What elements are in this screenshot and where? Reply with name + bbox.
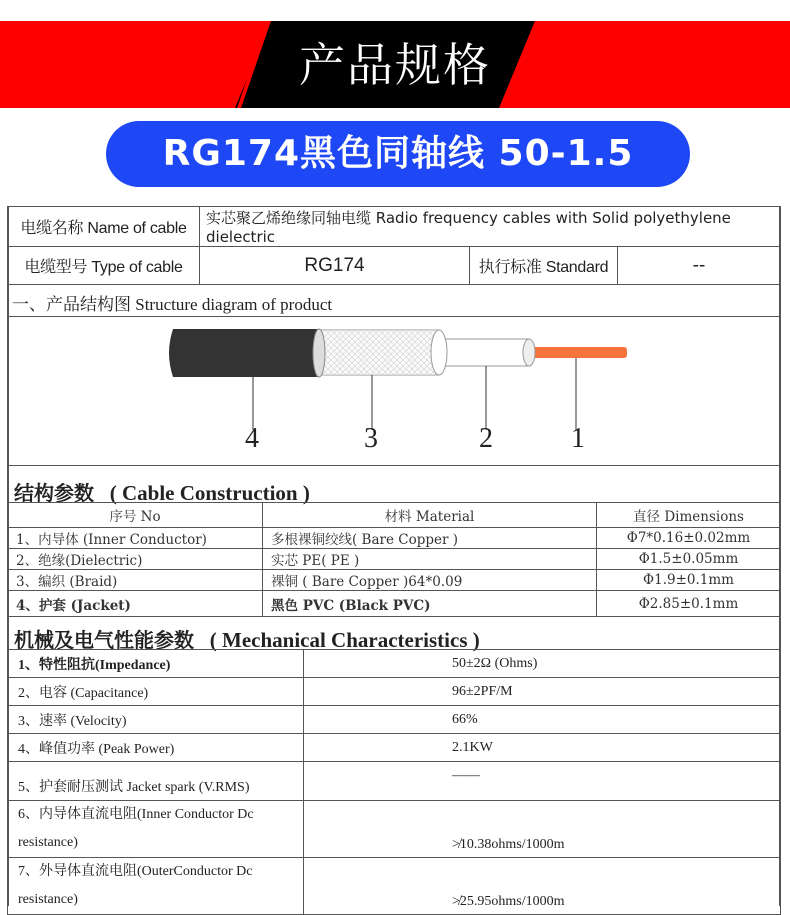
cell-key: 6、内导体直流电阻(Inner Conductor Dc resistance): [8, 801, 304, 858]
table-header-row: [8, 503, 781, 528]
table-row: [8, 734, 781, 762]
table-row: [8, 207, 781, 247]
cell-dimension: Φ2.85±0.1mm: [597, 591, 781, 617]
table-row: [8, 762, 781, 801]
table-row: [8, 801, 781, 858]
cell-key: 7、外导体直流电阻(OuterConductor Dc resistance): [8, 858, 304, 915]
table-row: [8, 650, 781, 678]
cable-info-table: [7, 206, 781, 285]
column-header: 直径 Dimensions: [597, 503, 781, 528]
construction-heading: 结构参数 ( Cable Construction ): [14, 481, 310, 505]
standard-label: 执行标准 Standard: [470, 247, 618, 285]
label-dielectric-number: 2: [479, 423, 493, 454]
column-header: 序号 No: [8, 503, 263, 528]
table-row: [8, 247, 781, 285]
structure-heading: 一、产品结构图 Structure diagram of product: [12, 295, 333, 314]
cell-key: 1、特性阻抗(Impedance): [8, 650, 304, 678]
cell-value: ——: [304, 762, 781, 801]
cell-no: 1、内导体 (Inner Conductor): [8, 528, 263, 549]
label-braid-number: 3: [364, 423, 378, 454]
divider: [7, 465, 781, 466]
cell-dimension: Φ1.9±0.1mm: [597, 570, 781, 591]
type-label: 电缆型号 Type of cable: [8, 247, 200, 285]
table-row: [8, 678, 781, 706]
cell-value: 66%: [304, 706, 781, 734]
name-value: 实芯聚乙烯绝缘同轴电缆 Radio frequency cables with Solid polyethylene dielectric: [200, 207, 781, 247]
cell-no: 4、护套 (Jacket): [8, 591, 263, 617]
cell-key: 5、护套耐压测试 Jacket spark (V.RMS): [8, 762, 304, 801]
cell-material: 裸铜 ( Bare Copper )64*0.09: [263, 570, 597, 591]
label-conductor-number: 1: [571, 423, 585, 454]
cell-value: ≯10.38ohms/1000m: [304, 801, 781, 858]
mechanical-table: [7, 649, 781, 915]
cell-value: ≯25.95ohms/1000m: [304, 858, 781, 915]
cell-key: 3、速率 (Velocity): [8, 706, 304, 734]
cell-value: 96±2PF/M: [304, 678, 781, 706]
cell-key: 2、电容 (Capacitance): [8, 678, 304, 706]
coax-cable-illustration: [7, 318, 781, 466]
cell-material: 实芯 PE( PE ): [263, 549, 597, 570]
table-row: [8, 706, 781, 734]
table-row: [8, 570, 781, 591]
mechanical-heading: 机械及电气性能参数 ( Mechanical Characteristics ): [14, 628, 480, 652]
table-row: [8, 858, 781, 915]
cell-dimension: Φ7*0.16±0.02mm: [597, 528, 781, 549]
cell-material: 多根裸铜绞线( Bare Copper ): [263, 528, 597, 549]
cell-no: 3、编织 (Braid): [8, 570, 263, 591]
name-label: 电缆名称 Name of cable: [8, 207, 200, 247]
model-title-pill: RG174黑色同轴线 50-1.5: [106, 121, 690, 187]
type-value: RG174: [200, 247, 470, 285]
standard-value: --: [618, 247, 781, 285]
cell-material: 黑色 PVC (Black PVC): [263, 591, 597, 617]
page-title: 产品规格: [299, 38, 491, 92]
column-header: 材料 Material: [263, 503, 597, 528]
construction-table: [7, 502, 781, 617]
table-row: [8, 591, 781, 617]
cell-key: 4、峰值功率 (Peak Power): [8, 734, 304, 762]
cell-no: 2、绝缘(Dielectric): [8, 549, 263, 570]
cell-value: 50±2Ω (Ohms): [304, 650, 781, 678]
table-row: [8, 549, 781, 570]
cable-structure-diagram: [7, 318, 781, 466]
table-row: [8, 528, 781, 549]
divider: [7, 316, 781, 317]
label-jacket-number: 4: [245, 423, 259, 454]
cell-value: 2.1KW: [304, 734, 781, 762]
cell-dimension: Φ1.5±0.05mm: [597, 549, 781, 570]
